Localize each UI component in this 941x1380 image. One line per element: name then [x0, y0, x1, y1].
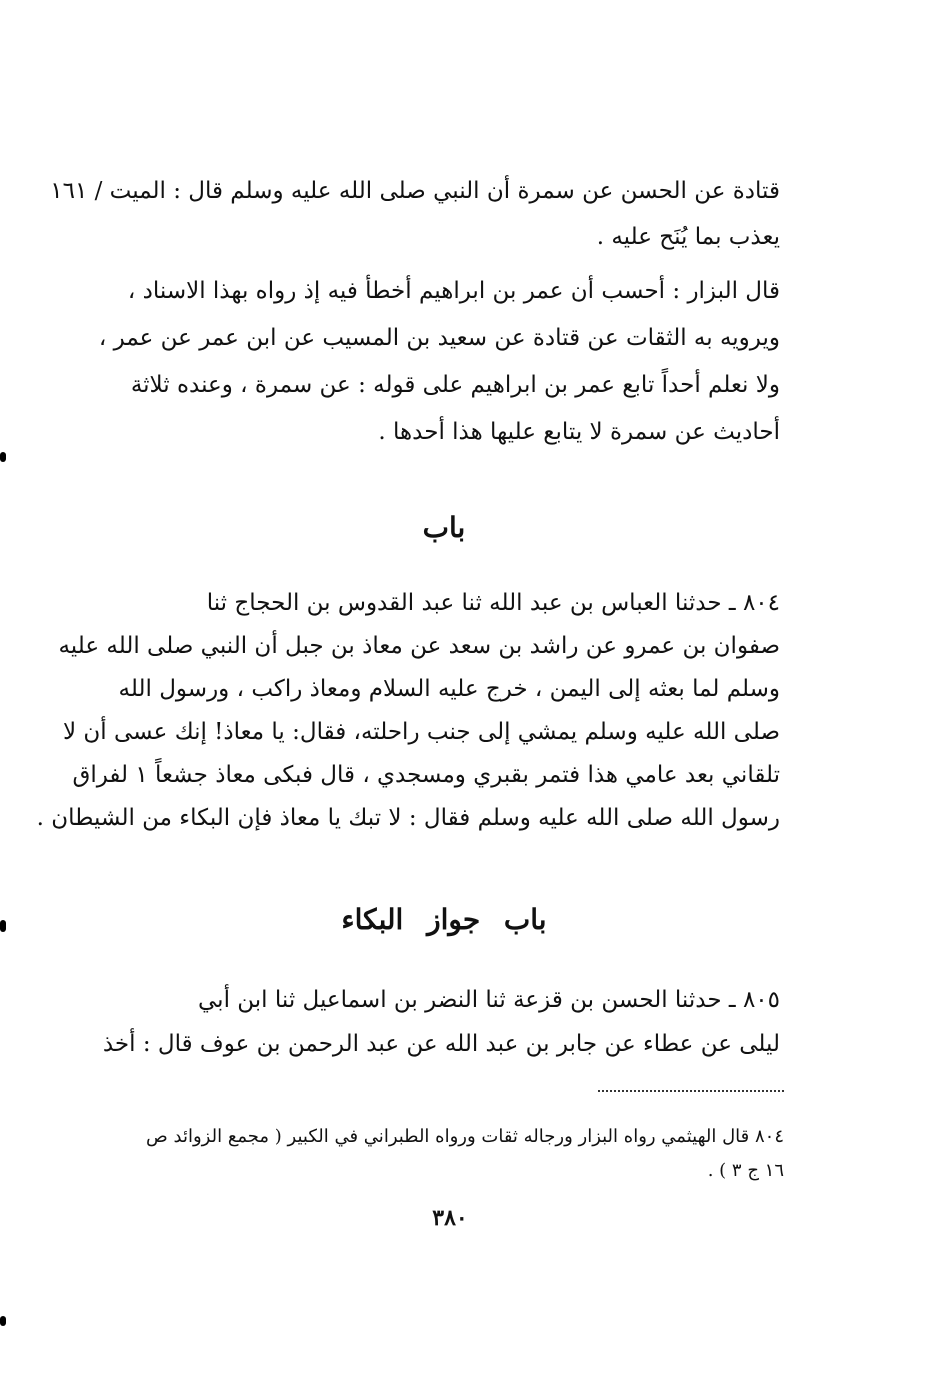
section-heading: باب جواز البكاء — [341, 903, 547, 936]
text-line: ٨٠٥ ـ حدثنا الحسن بن قزعة ثنا النضر بن اسماعيل ثنا ابن أبي — [198, 987, 780, 1013]
footnote-line: ٨٠٤ قال الهيثمي رواه البزار ورجاله ثقات ورواه الطبراني في الكبير ( مجمع الزوائد ص — [146, 1126, 784, 1147]
section-heading: باب — [422, 511, 466, 544]
text-line: صفوان بن عمرو عن راشد بن سعد عن معاذ بن جبل أن النبي صلى الله عليه — [58, 633, 780, 659]
text-line: ويرويه به الثقات عن قتادة عن سعيد بن المسيب عن ابن عمر عن عمر ، — [98, 325, 780, 351]
page-number: ٣٨٠ — [432, 1205, 468, 1231]
text-line: رسول الله صلى الله عليه وسلم فقال : لا تبك يا معاذ فإن البكاء من الشيطان . — [36, 805, 780, 831]
hadith-805 — [102, 978, 780, 1066]
footnote-line: ١٦ ج ٣ ) . — [707, 1160, 784, 1181]
text-line: وسلم لما بعثه إلى اليمن ، خرج عليه السلام ومعاذ راكب ، ورسول الله — [118, 676, 780, 702]
text-line: صلى الله عليه وسلم يمشي إلى جنب راحلته، فقال: يا معاذ! إنك عسى أن لا — [62, 719, 780, 745]
text-line: قال البزار : أحسب أن عمر بن ابراهيم أخطأ فيه إذ رواه بهذا الاسناد ، — [127, 278, 780, 304]
scan-edge-mark — [0, 452, 6, 462]
text-line: قتادة عن الحسن عن سمرة أن النبي صلى الله عليه وسلم قال : الميت / ١٦١ — [50, 178, 780, 204]
footnote-separator — [598, 1090, 784, 1092]
text-line: أحاديث عن سمرة لا يتابع عليها هذا أحدها . — [378, 419, 780, 445]
text-line: ليلى عن عطاء عن جابر بن عبد الله عن عبد الرحمن بن عوف قال : أخذ — [102, 1031, 780, 1057]
paragraph-continuation — [50, 168, 780, 260]
scan-edge-mark — [0, 920, 6, 932]
text-line: يعذب بما يُنَح عليه . — [596, 224, 780, 250]
footnote — [108, 1120, 784, 1188]
paragraph-bazzar-comment — [98, 268, 780, 456]
text-line: تلقاني بعد عامي هذا فتمر بقبري ومسجدي ، قال فبكى معاذ جشعاً ١ لفراق — [72, 762, 780, 788]
hadith-804 — [36, 582, 780, 840]
text-line: ولا نعلم أحداً تابع عمر بن ابراهيم على قوله : عن سمرة ، وعنده ثلاثة — [130, 372, 780, 398]
text-line: ٨٠٤ ـ حدثنا العباس بن عبد الله ثنا عبد القدوس بن الحجاج ثنا — [206, 590, 780, 616]
scan-edge-mark — [0, 1316, 6, 1326]
